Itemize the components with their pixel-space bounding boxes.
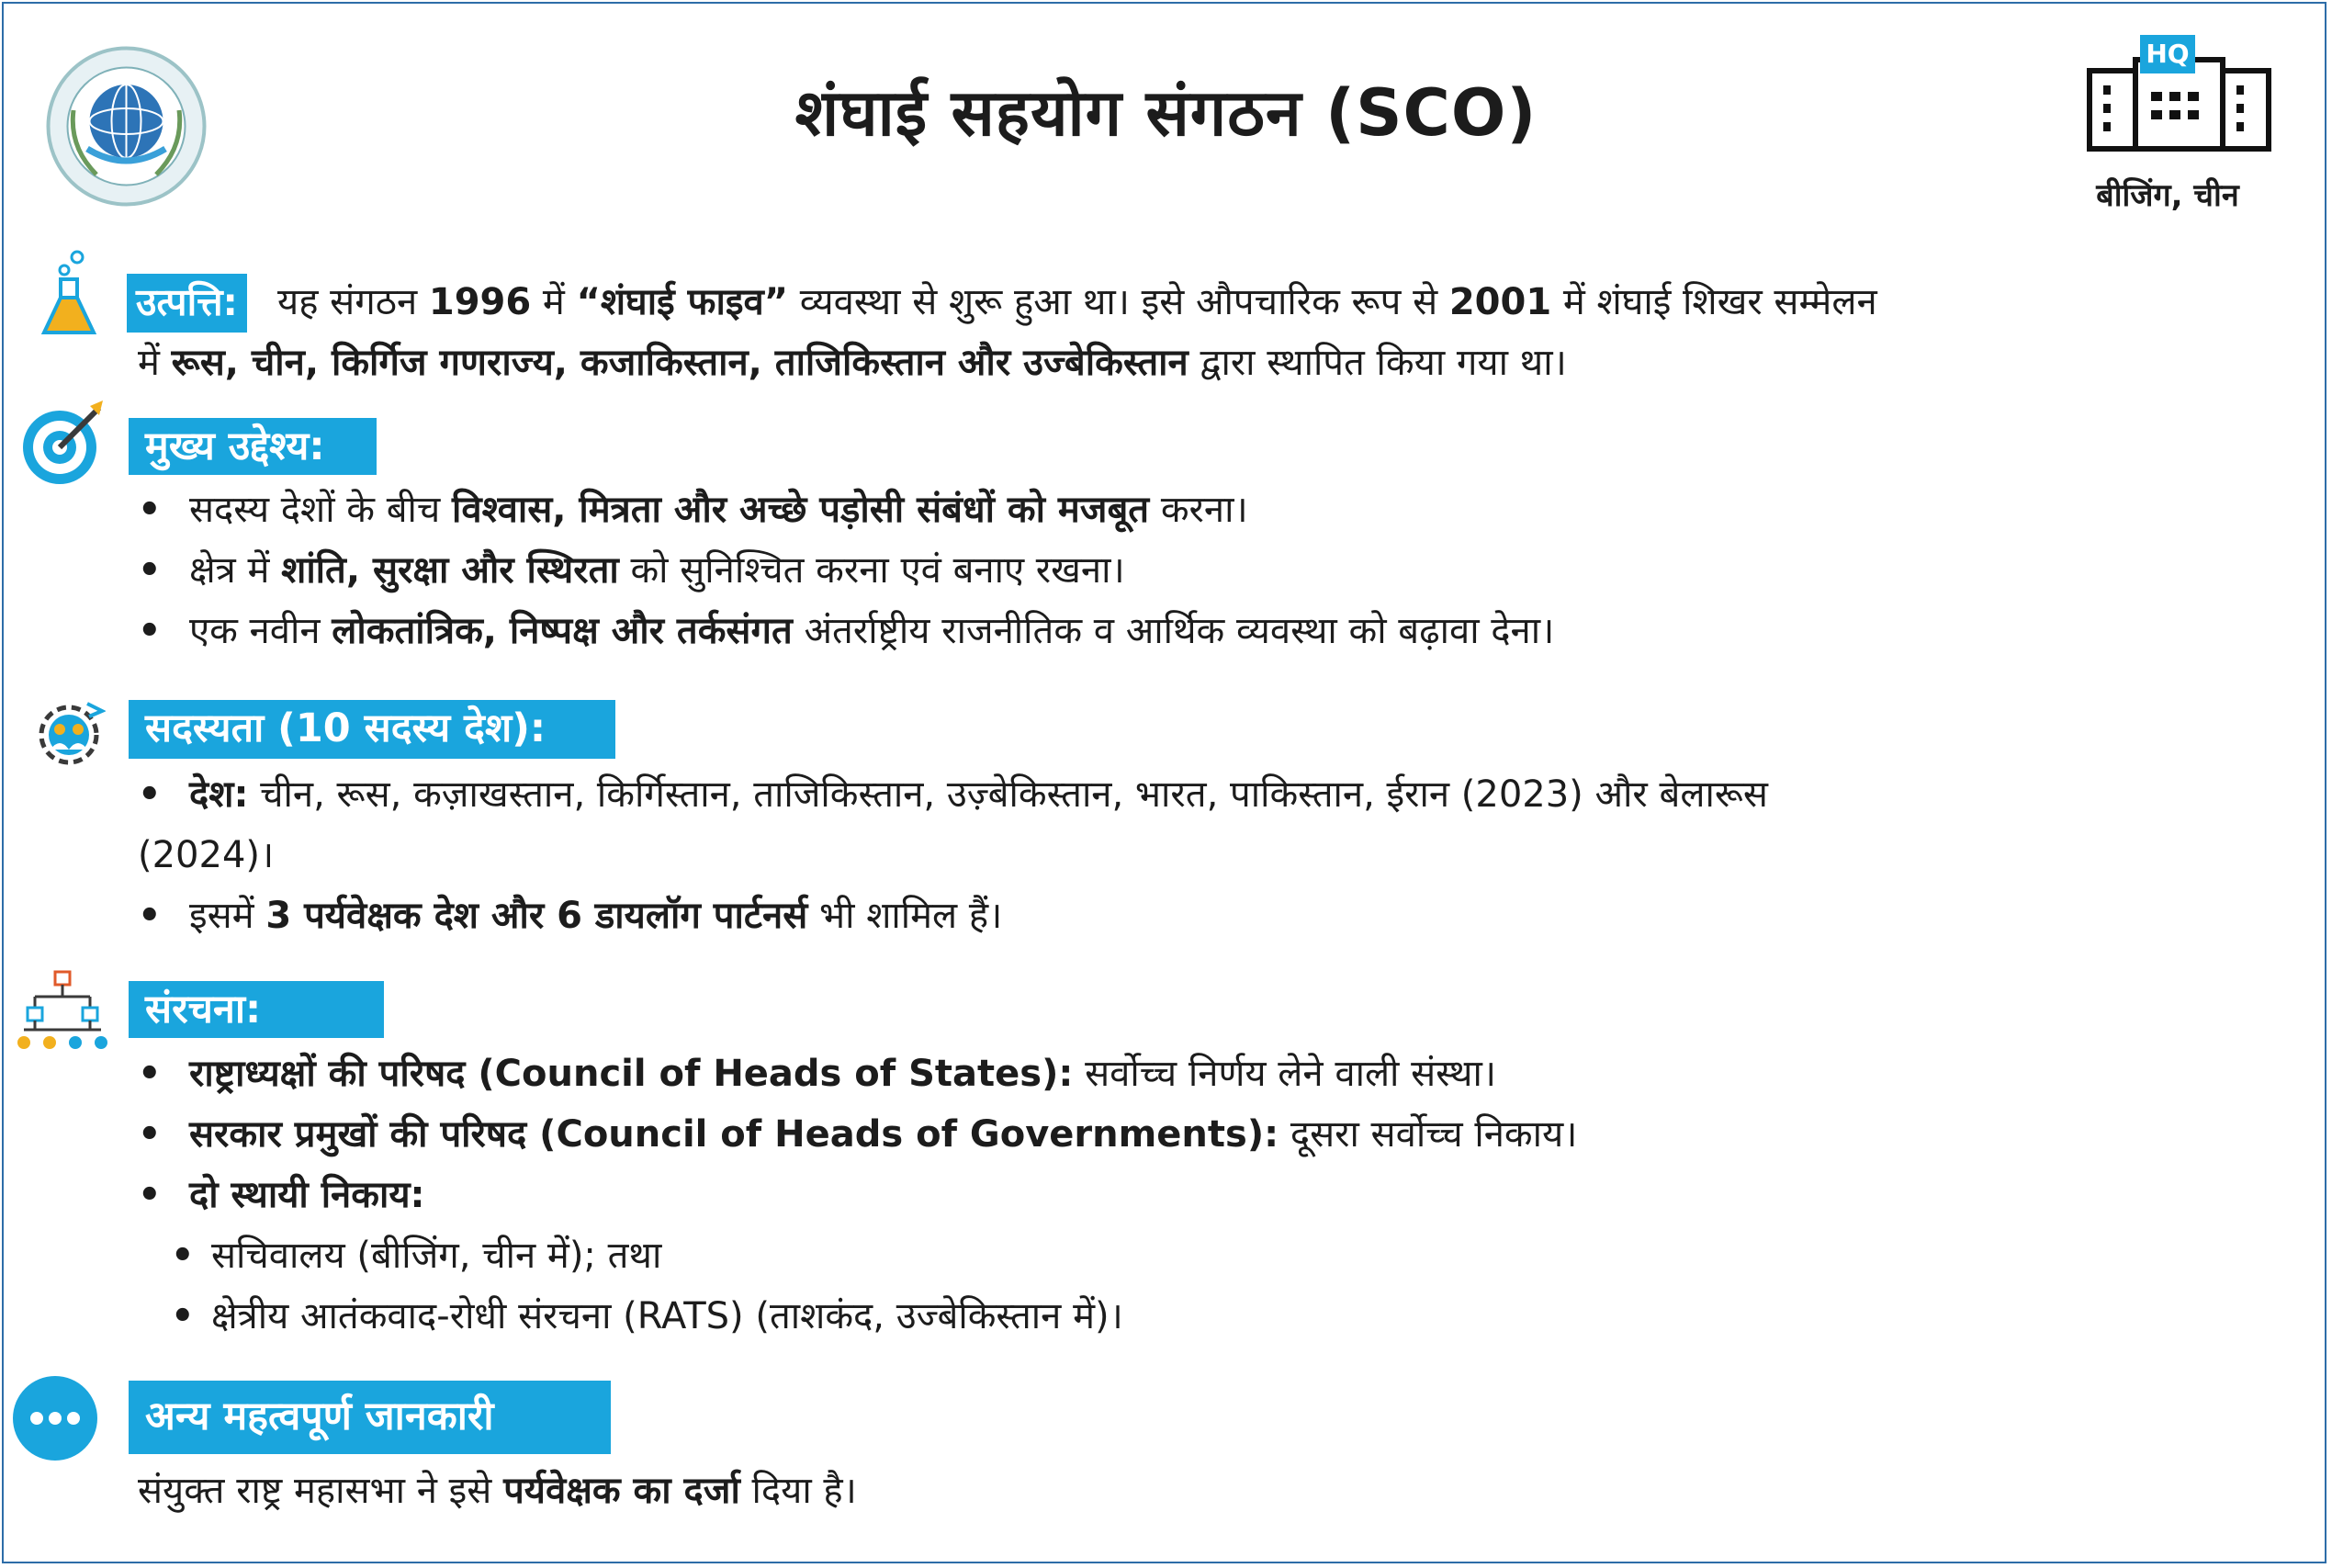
origin-line-1: यह संगठन 1996 में “शंघाई फाइव” व्यवस्था से शुरू हुआ था। इसे औपचारिक रूप से 2001 में शंघाई शिखर सम्मेलन [277,281,1877,323]
other-text: संयुक्त राष्ट्र महासभा ने इसे पर्यवेक्षक का दर्जा दिया है। [138,1470,857,1512]
gear-people-icon [32,698,106,772]
flask-icon [37,248,101,340]
member-countries-continuation: (2024)। [138,834,275,876]
org-chart-icon [17,969,108,1056]
member-countries-item: • देश: चीन, रूस, कज़ाखस्तान, किर्गिस्तान, ताजिकिस्तान, उज़्बेकिस्तान, भारत, पाकिस्तान, ईरान (2023) और बेलारूस [138,773,1768,816]
membership-heading: सदस्यता (10 सदस्य देश): [129,700,615,759]
structure-item: • दो स्थायी निकाय: [138,1174,425,1216]
structure-heading: संरचना: [129,981,384,1038]
objective-item: • एक नवीन लोकतांत्रिक, निष्पक्ष और तर्कसंगत अंतर्राष्ट्रीय राजनीतिक व आर्थिक व्यवस्था को बढ़ावा देना। [138,610,1555,652]
objectives-heading: मुख्य उद्देश्य: [129,418,377,475]
target-icon [18,397,110,489]
objective-item: • सदस्य देशों के बीच विश्वास, मित्रता और अच्छे पड़ोसी संबंधों को मजबूत करना। [138,489,1248,531]
page-title: शंघाई सहयोग संगठन (SCO) [794,75,1538,151]
structure-item: • राष्ट्राध्यक्षों की परिषद (Council of Heads of States): सर्वोच्च निर्णय लेने वाली संस्था। [138,1053,1497,1095]
objective-item: • क्षेत्र में शांति, सुरक्षा और स्थिरता को सुनिश्चित करना एवं बनाए रखना। [138,549,1125,592]
structure-sub-item: • क्षेत्रीय आतंकवाद-रोधी संरचना (RATS) (ताशकंद, उज्बेकिस्तान में)। [171,1295,1123,1337]
origin-heading: उत्पत्ति: [127,274,247,333]
hq-building-icon [2085,32,2273,152]
observers-item: • इसमें 3 पर्यवेक्षक देश और 6 डायलॉग पार्टनर्स भी शामिल हैं। [138,895,1003,937]
hq-badge: HQ [2146,39,2190,69]
structure-item: • सरकार प्रमुखों की परिषद (Council of Heads of Governments): दूसरा सर्वोच्च निकाय। [138,1113,1578,1156]
structure-sub-item: • सचिवालय (बीजिंग, चीन में); तथा [171,1235,662,1277]
other-heading: अन्य महत्वपूर्ण जानकारी [129,1381,611,1454]
origin-line-2: में रूस, चीन, किर्गिज गणराज्य, कजाकिस्तान, ताजिकिस्तान और उज्बेकिस्तान द्वारा स्थापित किया गया था। [138,342,1567,384]
hq-caption: बीजिंग, चीन [2096,177,2239,214]
more-dots-icon [9,1372,101,1464]
